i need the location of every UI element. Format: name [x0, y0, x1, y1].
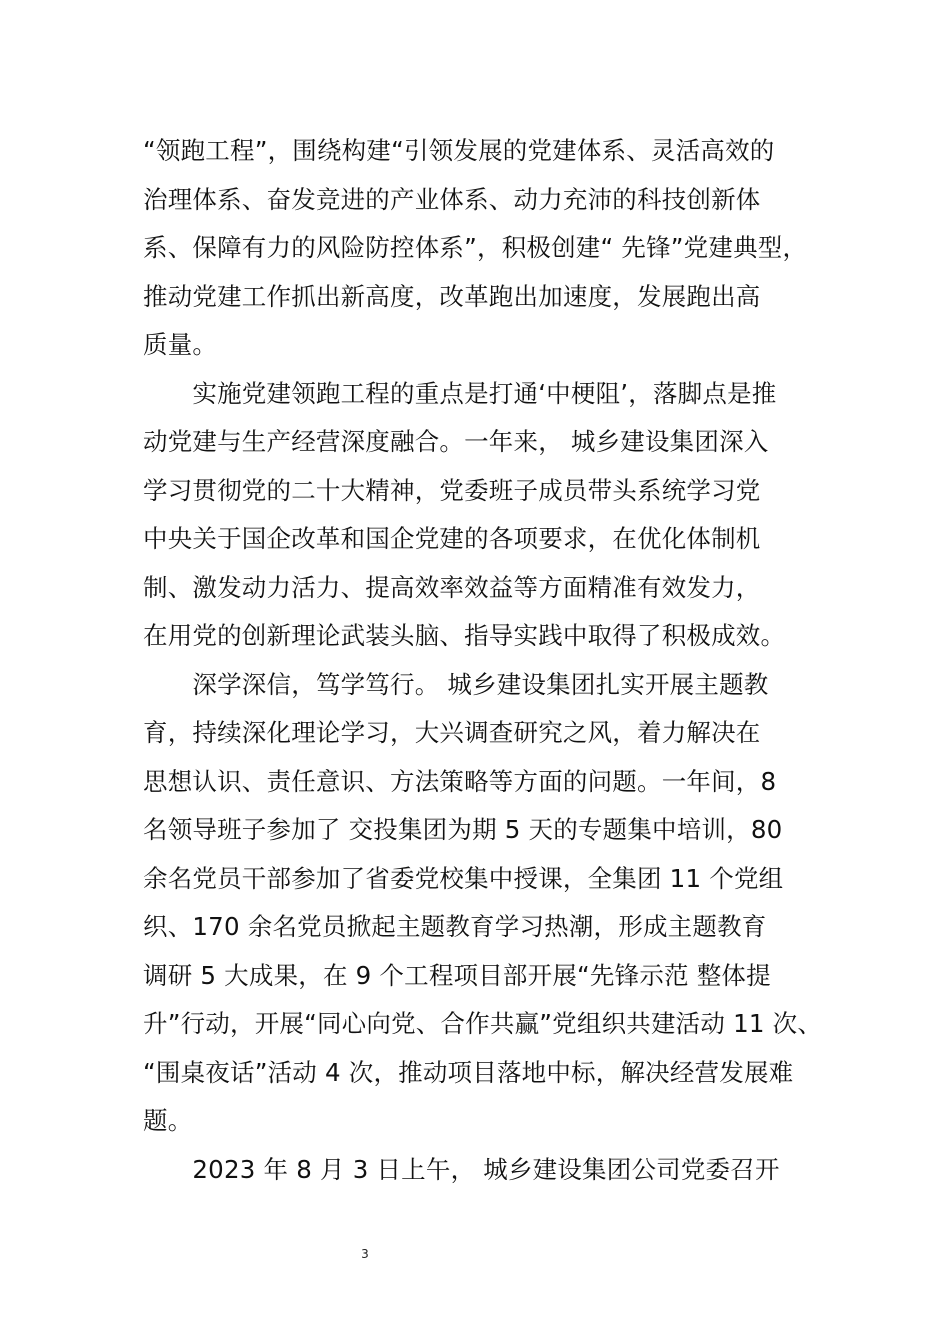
text-line: “领跑工程”，围绕构建“引领发展的党建体系、灵活高效的: [143, 136, 775, 165]
text-line: 织、170 余名党员掀起主题教育学习热潮，形成主题教育: [143, 912, 767, 941]
text-line: 升”行动，开展“同心向党、合作共赢”党组织共建活动 11 次、: [143, 1009, 823, 1038]
text-line: 推动党建工作抓出新高度，改革跑出加速度，发展跑出高: [143, 281, 761, 311]
text-line: 质量。: [143, 330, 218, 359]
text-line: 余名党员干部参加了省委党校集中授课，全集团 11 个党组: [143, 863, 784, 893]
text-line: 实施党建领跑工程的重点是打通‘中梗阻’，落脚点是推: [143, 378, 777, 408]
text-line: 学习贯彻党的二十大精神，党委班子成员带头系统学习党: [143, 475, 761, 505]
text-line: 调研 5 大成果，在 9 个工程项目部开展“先锋示范 整体提: [143, 960, 771, 990]
text-line: 育，持续深化理论学习，大兴调查研究之风，着力解决在: [143, 718, 761, 747]
text-line: 名领导班子参加了 交投集团为期 5 天的专题集中培训，80: [143, 815, 783, 844]
text-line: 制、激发动力活力、提高效率效益等方面精准有效发力，: [143, 572, 761, 602]
text-line: “围桌夜话”活动 4 次，推动项目落地中标，解决经营发展难: [143, 1057, 794, 1087]
text-line: 动党建与生产经营深度融合。一年来， 城乡建设集团深入: [143, 427, 769, 456]
text-line: 深学深信，笃学笃行。 城乡建设集团扎实开展主题教: [143, 669, 769, 699]
text-line: 题。: [143, 1106, 193, 1135]
text-line: 中央关于国企改革和国企党建的各项要求，在优化体制机: [143, 524, 761, 553]
text-line: 治理体系、奋发竞进的产业体系、动力充沛的科技创新体: [143, 184, 761, 214]
text-line: 在用党的创新理论武装头脑、指导实践中取得了积极成效。: [143, 621, 786, 650]
body-text: [143, 127, 823, 1194]
text-line: 系、保障有力的风险防控体系”，积极创建“ 先锋”党建典型，: [143, 233, 808, 262]
text-line: 2023 年 8 月 3 日上午， 城乡建设集团公司党委召开: [143, 1154, 780, 1184]
page-number: 3: [361, 1247, 369, 1261]
text-line: 思想认识、责任意识、方法策略等方面的问题。一年间，8: [143, 766, 777, 796]
